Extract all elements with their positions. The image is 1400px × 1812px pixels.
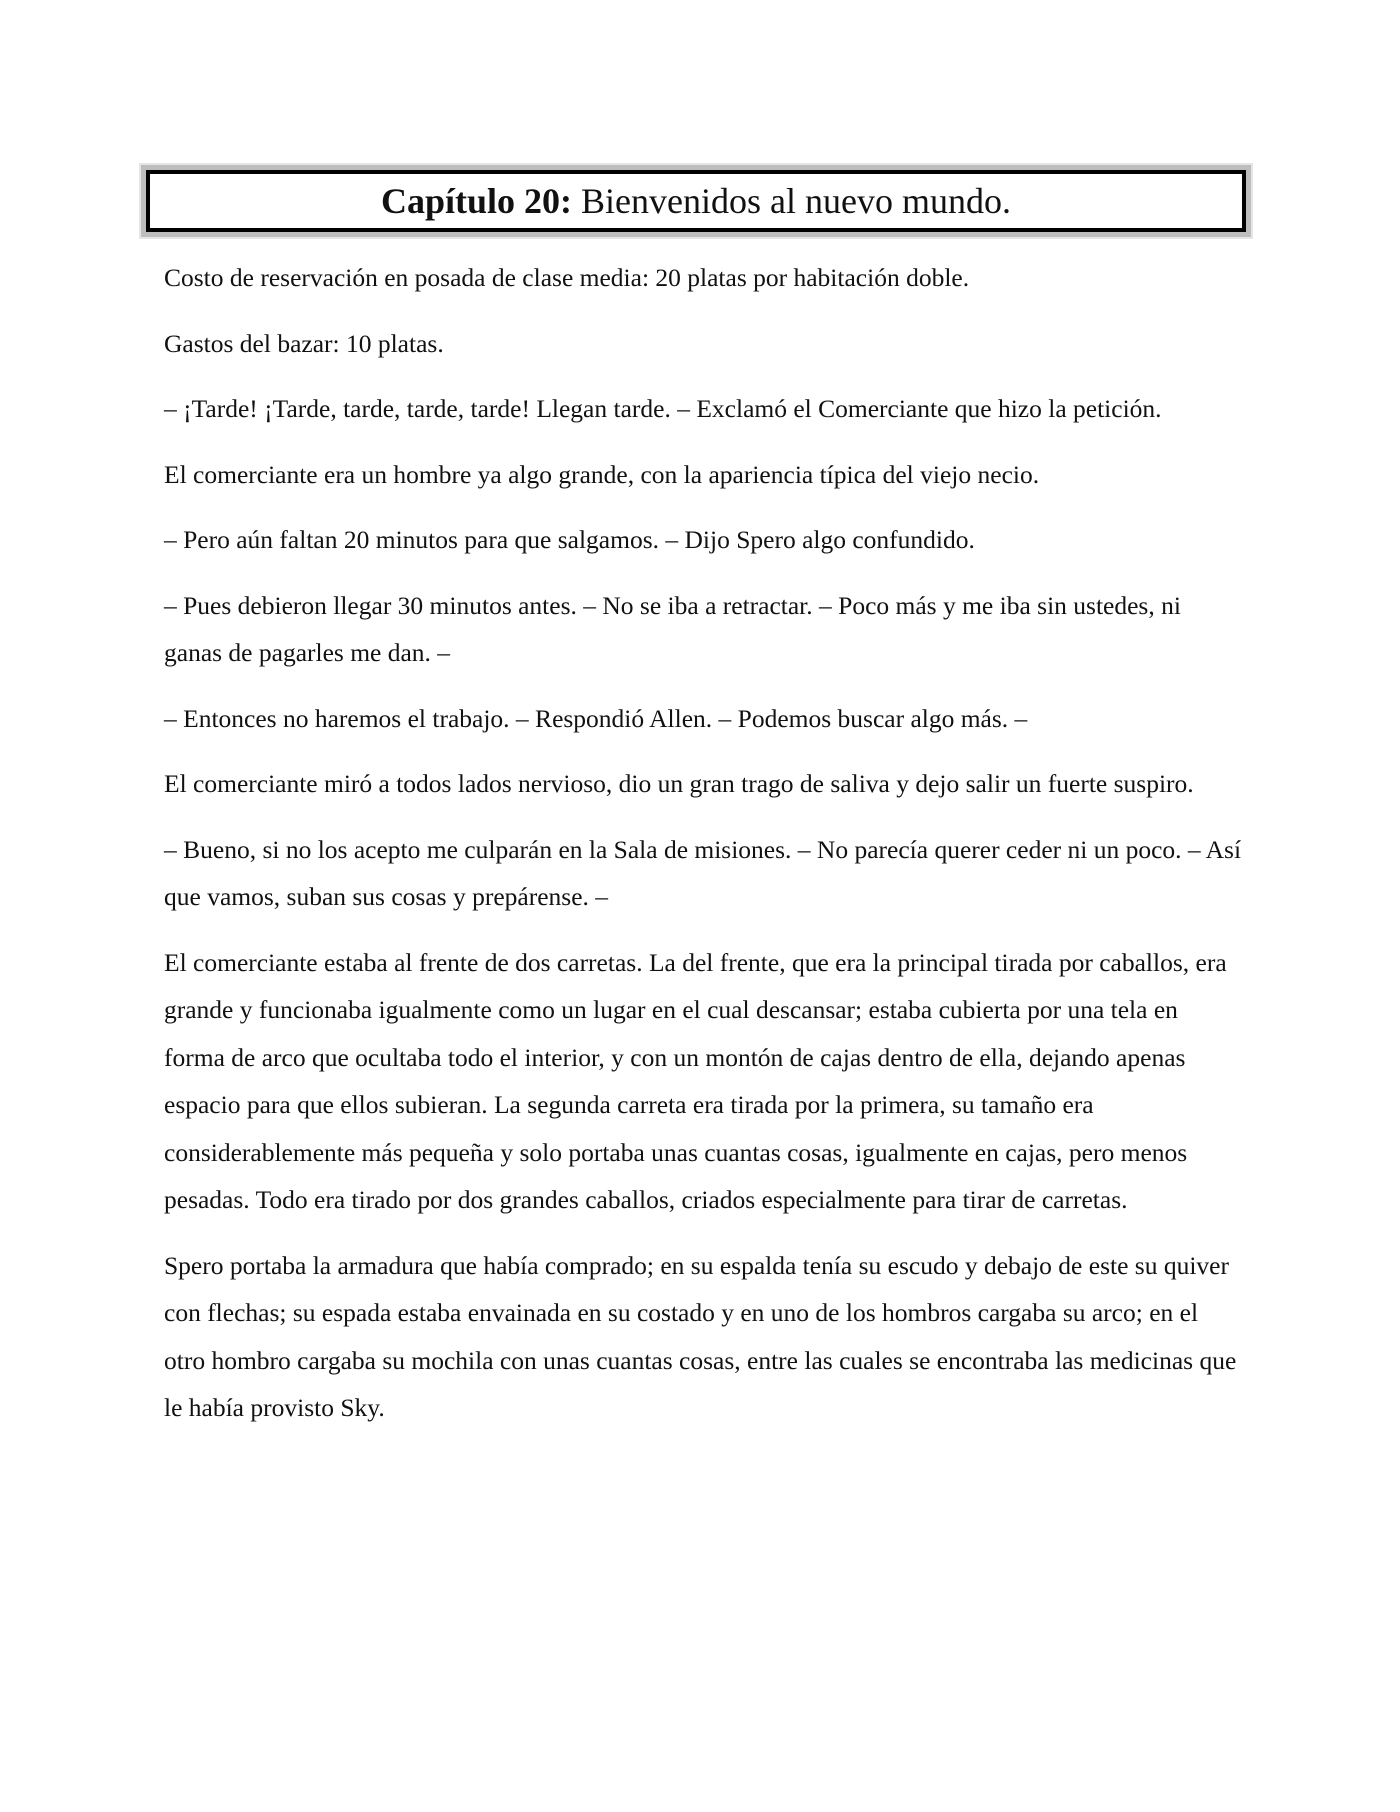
paragraph: El comerciante estaba al frente de dos carretas. La del frente, que era la principal tirada por caballos, era grande y funcionaba igualmente como un lugar en el cual descansar; estaba cubierta por una tela en forma de arco que ocultaba todo el interior, y con un montón de cajas dentro de ella, dejando apenas espacio para que ellos subieran. La segunda carreta era tirada por la primera, su tamaño era considerablemente más pequeña y solo portaba unas cuantas cosas, igualmente en cajas, pero menos pesadas. Todo era tirado por dos grandes caballos, criados especialmente para tirar de carretas.	[164, 947, 1227, 1214]
paragraph: – Pues debieron llegar 30 minutos antes. – No se iba a retractar. – Poco más y me iba sin ustedes, ni ganas de pagarles me dan. –	[164, 590, 1181, 667]
paragraph: Spero portaba la armadura que había comprado; en su espalda tenía su escudo y debajo de este su quiver con flechas; su espada estaba envainada en su costado y en uno de los hombros cargaba su arco; en el otro hombro cargaba su mochila con unas cuantas cosas, entre las cuales se encontraba las medicinas que le había provisto Sky.	[164, 1250, 1237, 1422]
paragraph: El comerciante era un hombre ya algo grande, con la apariencia típica del viejo necio.	[164, 459, 1040, 489]
paragraph: – ¡Tarde! ¡Tarde, tarde, tarde, tarde! Llegan tarde. – Exclamó el Comerciante que hizo la petición.	[164, 394, 1162, 423]
chapter-body	[164, 254, 1244, 1450]
paragraph: Costo de reservación en posada de clase media: 20 platas por habitación doble.	[164, 263, 970, 292]
chapter-number: Capítulo 20:	[381, 181, 573, 221]
paragraph: – Bueno, si no los acepto me culparán en la Sala de misiones. – No parecía querer ceder ni un poco. – Así que vamos, suban sus cosas y prepárense. –	[164, 834, 1242, 911]
chapter-heading	[381, 183, 1011, 219]
paragraph: El comerciante miró a todos lados nervioso, dio un gran trago de saliva y dejo salir un fuerte suspiro.	[164, 769, 1194, 798]
paragraph: – Entonces no haremos el trabajo. – Respondió Allen. – Podemos buscar algo más. –	[164, 703, 1028, 733]
paragraph: – Pero aún faltan 20 minutos para que salgamos. – Dijo Spero algo confundido.	[164, 525, 975, 554]
chapter-heading-box	[146, 170, 1246, 232]
chapter-title: Bienvenidos al nuevo mundo.	[572, 181, 1011, 221]
paragraph: Gastos del bazar: 10 platas.	[164, 328, 444, 358]
